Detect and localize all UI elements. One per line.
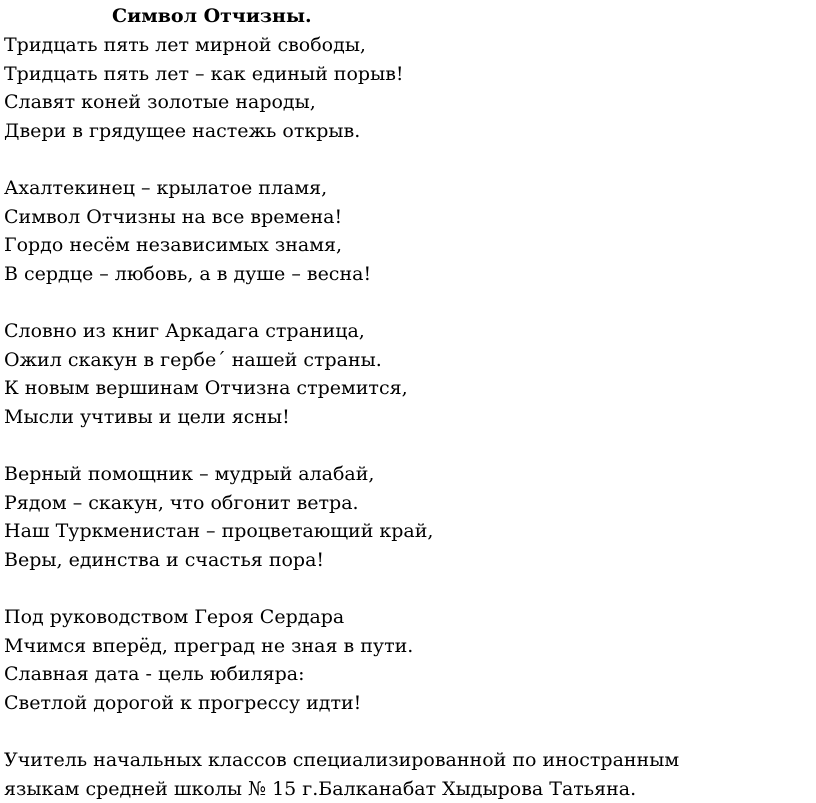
signature-line: языкам средней школы № 15 г.Балканабат Хыдырова Татьяна. bbox=[4, 777, 637, 800]
poem-line: Гордо несём независимых знамя, bbox=[4, 234, 343, 256]
stanza-3 bbox=[4, 317, 812, 431]
poem-line: Верный помощник – мудрый алабай, bbox=[4, 463, 375, 485]
poem-line: Мысли учтивы и цели ясны! bbox=[4, 405, 290, 428]
poem-line: Под руководством Героя Сердара bbox=[4, 606, 345, 628]
stanza-1 bbox=[4, 31, 812, 145]
poem-line: Словно из книг Аркадага страница, bbox=[4, 320, 365, 342]
poem-line: Славят коней золотые народы, bbox=[4, 91, 316, 113]
poem-line: Светлой дорогой к прогрессу идти! bbox=[4, 691, 362, 714]
poem-line: Рядом – скакун, что обгонит ветра. bbox=[4, 491, 359, 514]
poem-line: Ахалтекинец – крылатое пламя, bbox=[4, 177, 328, 199]
poem-line: Тридцать пять лет мирной свободы, bbox=[4, 34, 366, 56]
poem-line: Веры, единства и счастья пора! bbox=[4, 548, 325, 571]
poem-line: К новым вершинам Отчизна стремится, bbox=[4, 377, 408, 399]
author-signature bbox=[4, 746, 812, 803]
poem-line: Символ Отчизны на все времена! bbox=[4, 205, 343, 228]
poem-line: Тридцать пять лет – как единый порыв! bbox=[4, 62, 404, 85]
poem-line: Ожил скакун в гербе´ нашей страны. bbox=[4, 348, 382, 371]
poem-line: В сердце – любовь, а в душе – весна! bbox=[4, 262, 372, 285]
poem-line: Наш Туркменистан – процветающий край, bbox=[4, 520, 434, 542]
stanza-2 bbox=[4, 174, 812, 288]
document-page bbox=[4, 2, 812, 803]
poem-line: Мчимся вперёд, преград не зная в пути. bbox=[4, 634, 414, 657]
poem-line: Славная дата - цель юбиляра: bbox=[4, 663, 305, 685]
signature-line: Учитель начальных классов специализированной по иностранным bbox=[4, 749, 680, 771]
poem-title: Символ Отчизны. bbox=[112, 5, 312, 27]
stanza-4 bbox=[4, 460, 812, 574]
stanza-5 bbox=[4, 603, 812, 717]
poem-line: Двери в грядущее настежь открыв. bbox=[4, 119, 361, 142]
